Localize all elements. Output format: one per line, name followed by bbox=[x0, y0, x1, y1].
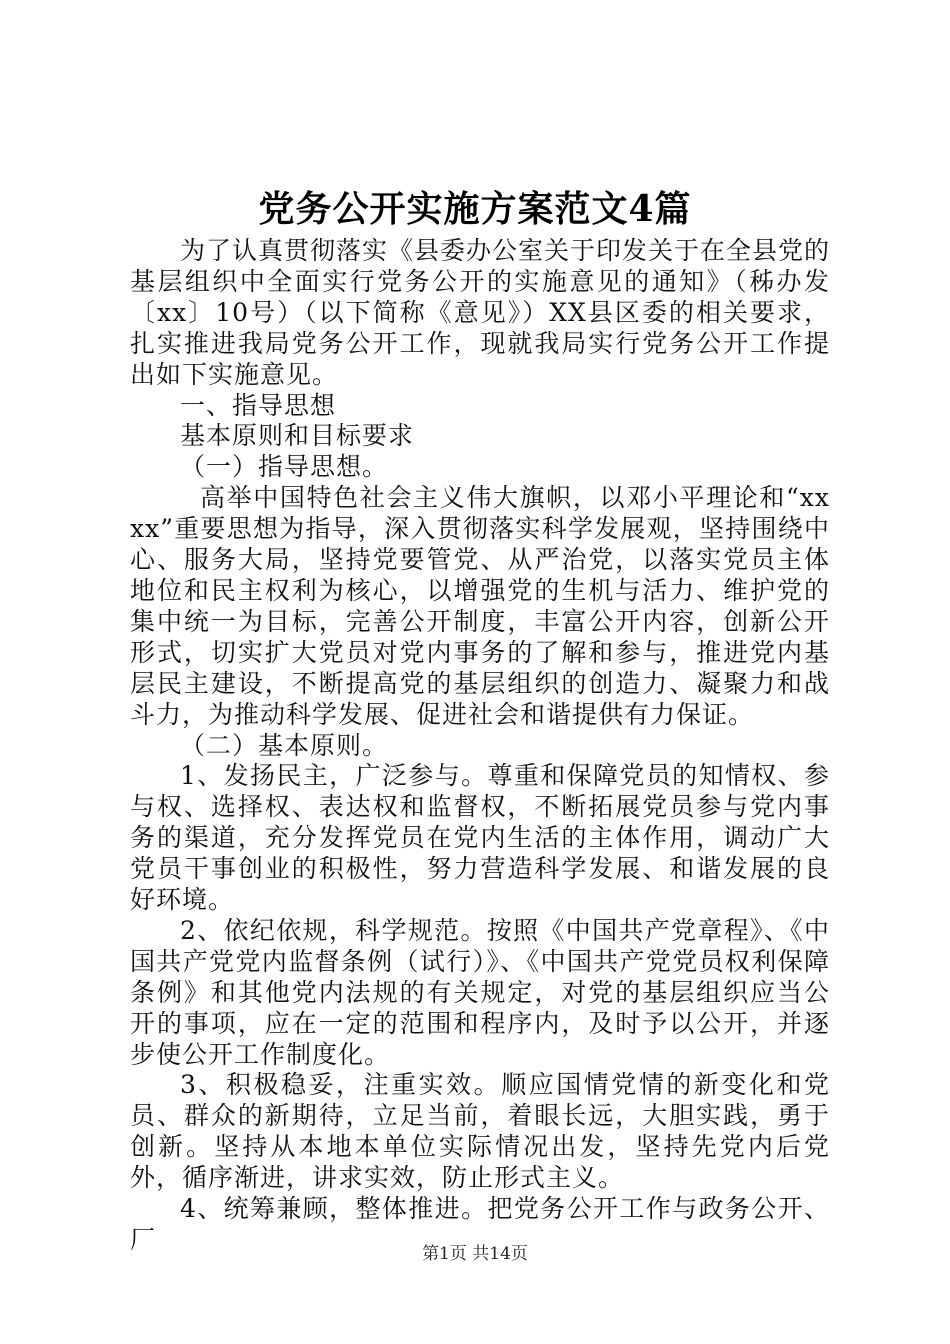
document-body bbox=[130, 236, 830, 1256]
document-title: 党务公开实施方案范文4篇 bbox=[258, 188, 692, 230]
heading-guiding-ideology: 一、指导思想 bbox=[180, 390, 337, 420]
subheading-basic-principles: （二）基本原则。 bbox=[180, 730, 389, 760]
heading-basic-principles-goals: 基本原则和目标要求 bbox=[180, 421, 415, 451]
subheading-guiding-ideology: （一）指导思想。 bbox=[180, 452, 389, 482]
paragraph-principle-3: 3、积极稳妥，注重实效。顺应国情党情的新变化和党员、群众的新期待，立足当前，着眼长远，大胆实践，勇于创新。坚持从本地本单位实际情况出发，坚持先党内后党外，循序渐进，讲求实效，防止形式主义。 bbox=[130, 1070, 830, 1193]
paragraph-intro: 为了认真贯彻落实《县委办公室关于印发关于在全县党的基层组织中全面实行党务公开的实施意见的通知》（秭办发〔xx〕10号）（以下简称《意见》）XX县区委的相关要求，扎实推进我局党务公开工作，现就我局实行党务公开工作提出如下实施意见。 bbox=[130, 236, 831, 389]
paragraph-guiding-ideology: 高举中国特色社会主义伟大旗帜，以邓小平理论和“xxxx”重要思想为指导，深入贯彻落实科学发展观，坚持围绕中心、服务大局，坚持党要管党、从严治党，以落实党员主体地位和民主权利为核心，以增强党的生机与活力、维护党的集中统一为目标，完善公开制度，丰富公开内容，创新公开形式，切实扩大党员对党内事务的了解和参与，推进党内基层民主建设，不断提高党的基层组织的创造力、凝聚力和战斗力，为推动科学发展、促进社会和谐提供有力保证。 bbox=[130, 483, 830, 729]
page-footer: 第1页 共14页 bbox=[422, 1244, 528, 1264]
paragraph-principle-4: 4、统筹兼顾，整体推进。把党务公开工作与政务公开、厂 bbox=[130, 1194, 830, 1254]
paragraph-principle-2: 2、依纪依规，科学规范。按照《中国共产党章程》、《中国共产党党内监督条例（试行）》、《中国共产党党员权利保障条例》和其他党内法规的有关规定，对党的基层组织应当公开的事项，应在一定的范围和程序内，及时予以公开，并逐步使公开工作制度化。 bbox=[130, 915, 830, 1069]
paragraph-principle-1: 1、发扬民主，广泛参与。尊重和保障党员的知情权、参与权、选择权、表达权和监督权，不断拓展党员参与党内事务的渠道，充分发挥党员在党内生活的主体作用，调动广大党员干事创业的积极性，努力营造科学发展、和谐发展的良好环境。 bbox=[130, 761, 830, 915]
